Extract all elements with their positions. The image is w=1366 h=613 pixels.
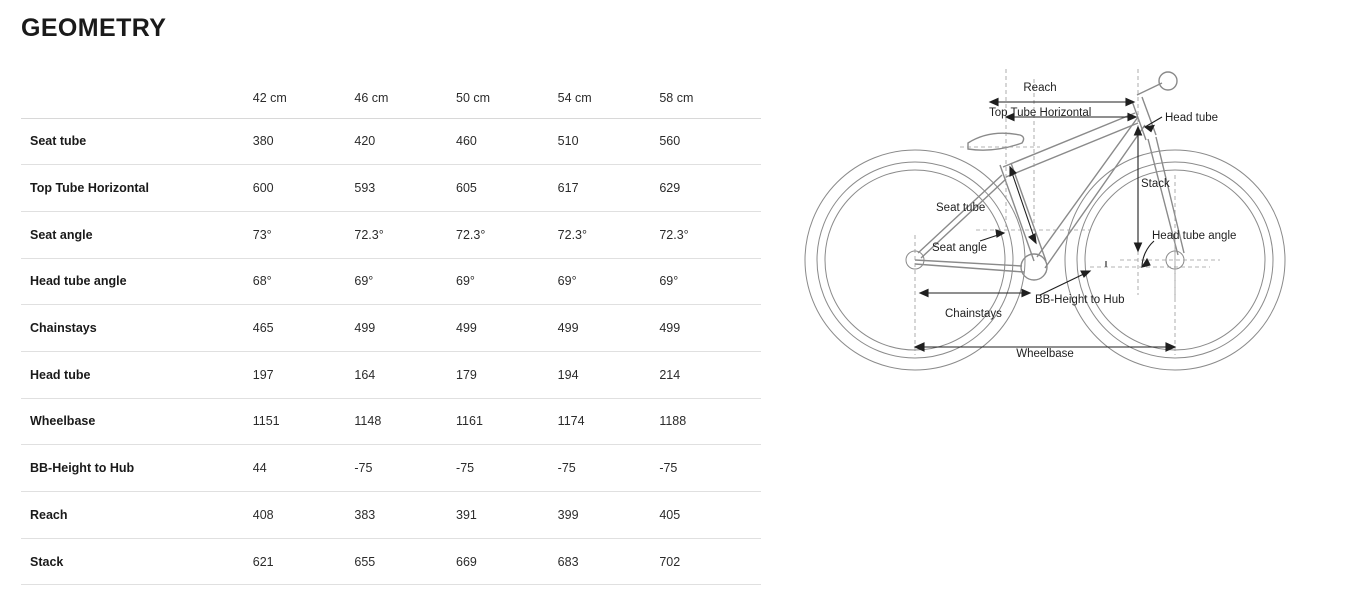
row-value: 214 <box>659 367 681 382</box>
table-header-cell-3: 50 cm <box>456 78 558 118</box>
row-value: 460 <box>456 134 477 149</box>
geometry-table <box>21 78 761 585</box>
table-row <box>21 492 761 539</box>
table-header-cell-5: 58 cm <box>659 78 761 118</box>
row-value: -75 <box>456 461 475 476</box>
table-header-cell-0 <box>21 78 253 118</box>
row-value: 72.3° <box>456 227 486 242</box>
table-header-cell-1: 42 cm <box>253 78 355 118</box>
table-header-row <box>21 78 761 118</box>
table-header-cell-2: 46 cm <box>354 78 456 118</box>
row-value: 1151 <box>252 414 280 429</box>
label-head-tube-angle: Head tube angle <box>1152 230 1237 242</box>
row-value: 69° <box>659 274 679 289</box>
row-value: 1148 <box>354 414 382 429</box>
table-row <box>21 538 761 585</box>
row-value: 73° <box>252 227 272 242</box>
row-value: 629 <box>659 181 681 196</box>
row-value: 405 <box>659 507 681 522</box>
row-value: 510 <box>557 134 579 149</box>
table-row <box>21 305 761 352</box>
row-value: 72.3° <box>659 227 689 242</box>
row-value: 1174 <box>557 414 585 429</box>
row-value: 1161 <box>456 414 483 429</box>
row-label: BB-Height to Hub <box>30 461 135 476</box>
row-label: Reach <box>30 507 68 522</box>
table-row <box>21 351 761 398</box>
row-value: 1188 <box>659 414 687 429</box>
label-chainstays: Chainstays <box>945 308 1002 320</box>
label-wheelbase: Wheelbase <box>1016 348 1074 360</box>
row-value: 194 <box>557 367 579 382</box>
row-value: 408 <box>252 507 274 522</box>
row-value: 72.3° <box>354 227 384 242</box>
table-row <box>21 211 761 258</box>
row-value: 179 <box>456 367 477 382</box>
row-value: 69° <box>354 274 374 289</box>
row-value: -75 <box>354 461 373 476</box>
table-row <box>21 258 761 305</box>
row-value: 593 <box>354 181 376 196</box>
row-label: Head tube <box>30 367 91 382</box>
row-value: 72.3° <box>557 227 587 242</box>
table-row <box>21 445 761 492</box>
label-seat-angle: Seat angle <box>932 242 987 254</box>
label-bb-height-to-hub: BB-Height to Hub <box>1035 294 1125 306</box>
row-value: 683 <box>557 554 579 569</box>
row-value: 669 <box>456 554 477 569</box>
row-value: -75 <box>659 461 678 476</box>
row-label: Chainstays <box>30 321 97 336</box>
row-value: 600 <box>252 181 274 196</box>
row-label: Seat tube <box>30 134 87 149</box>
row-value: 465 <box>252 321 274 336</box>
row-value: 68° <box>252 274 272 289</box>
table-row <box>21 165 761 212</box>
label-head-tube: Head tube <box>1165 112 1219 124</box>
row-value: 197 <box>252 367 274 382</box>
row-value: 605 <box>456 181 477 196</box>
row-label: Top Tube Horizontal <box>30 181 149 196</box>
row-value: 164 <box>354 367 376 382</box>
row-value: 69° <box>557 274 577 289</box>
row-value: 391 <box>456 507 477 522</box>
row-value: 560 <box>659 134 681 149</box>
row-value: 655 <box>354 554 376 569</box>
row-value: 499 <box>659 321 681 336</box>
label-top-tube-horizontal: Top Tube Horizontal <box>989 107 1092 119</box>
row-value: 499 <box>354 321 376 336</box>
row-value: -75 <box>557 461 576 476</box>
row-label: Seat angle <box>30 227 93 242</box>
row-value: 380 <box>252 134 274 149</box>
table-header-cell-4: 54 cm <box>558 78 660 118</box>
geometry-table-wrapper <box>21 78 761 585</box>
label-seat-tube: Seat tube <box>936 202 986 214</box>
row-label: Head tube angle <box>30 274 127 289</box>
table-row <box>21 398 761 445</box>
row-value: 621 <box>252 554 274 569</box>
row-value: 399 <box>557 507 579 522</box>
label-stack: Stack <box>1141 178 1170 190</box>
bicycle-geometry-diagram <box>790 55 1350 395</box>
table-body <box>21 118 761 585</box>
row-value: 44 <box>252 461 267 476</box>
row-label: Stack <box>30 554 64 569</box>
row-value: 420 <box>354 134 376 149</box>
page-title: GEOMETRY <box>21 14 167 42</box>
row-value: 702 <box>659 554 681 569</box>
label-reach: Reach <box>1023 82 1057 94</box>
table-row <box>21 118 761 165</box>
table-header <box>21 78 761 118</box>
row-label: Wheelbase <box>30 414 96 429</box>
row-value: 617 <box>557 181 579 196</box>
row-value: 383 <box>354 507 376 522</box>
row-value: 499 <box>456 321 477 336</box>
row-value: 69° <box>456 274 475 289</box>
row-value: 499 <box>557 321 579 336</box>
